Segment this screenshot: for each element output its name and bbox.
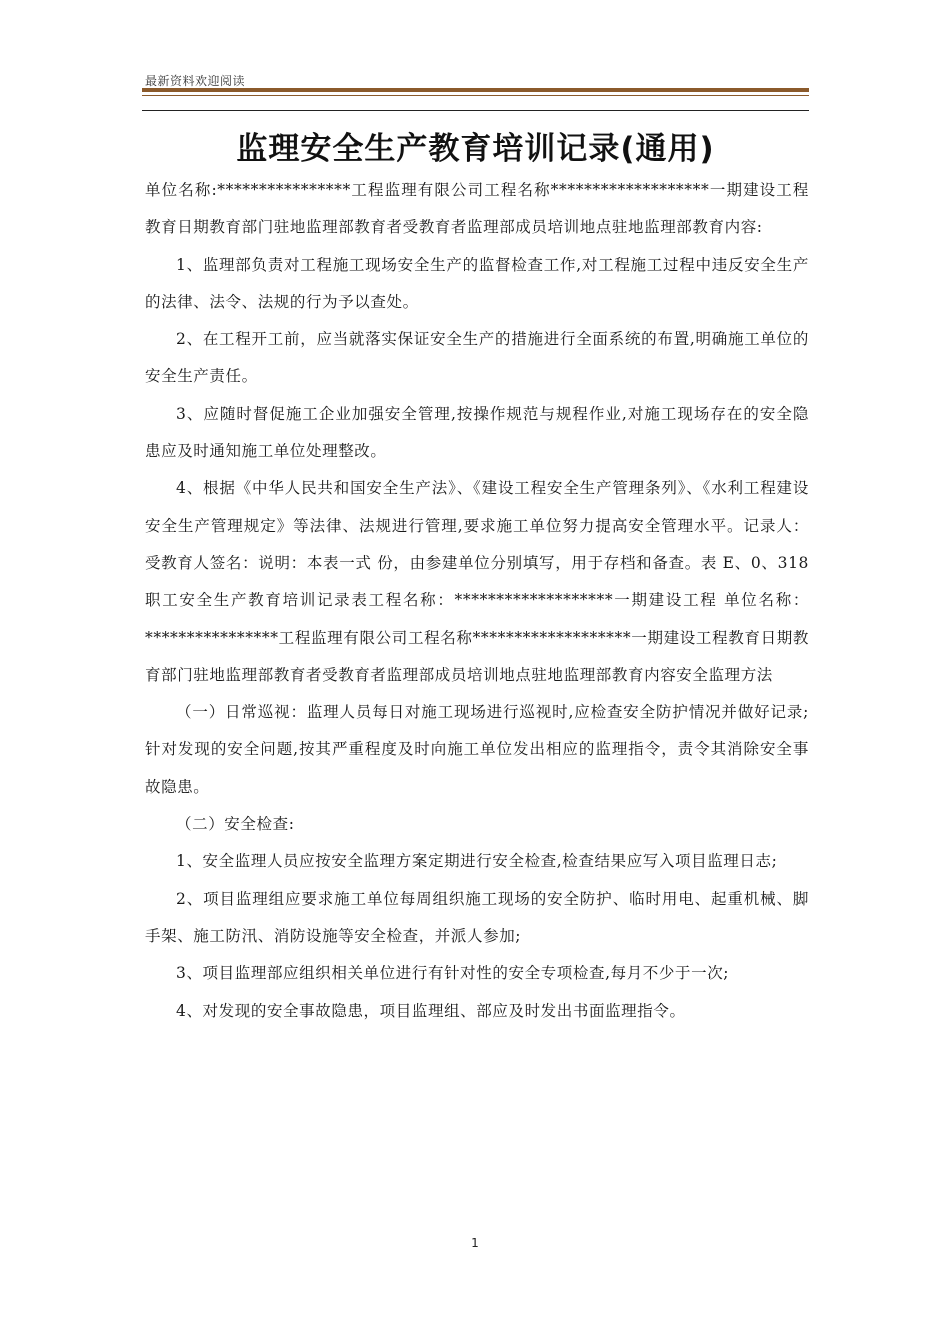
paragraph-inspection-1: 1、安全监理人员应按安全监理方案定期进行安全检查,检查结果应写入项目监理日志; bbox=[176, 852, 778, 871]
paragraph-item-1: 1、监理部负责对工程施工现场安全生产的监督检查工作,对工程施工过程中违反安全生产的法律、法令、法规的行为予以查处。 bbox=[145, 255, 809, 311]
paragraph-item-3: 3、应随时督促施工企业加强安全管理,按操作规范与规程作业,对施工现场存在的安全隐患应及时通知施工单位处理整改。 bbox=[145, 404, 809, 461]
paragraph-inspection-3: 3、项目监理部应组织相关单位进行有针对性的安全专项检查,每月不少于一次; bbox=[176, 964, 730, 983]
paragraph-inspection-4: 4、对发现的安全事故隐患，项目监理组、部应及时发出书面监理指令。 bbox=[176, 1001, 686, 1020]
document-body bbox=[145, 172, 809, 1030]
document-title: 监理安全生产教育培训记录(通用) bbox=[236, 130, 715, 167]
page-number: 1 bbox=[471, 1236, 479, 1250]
header-rule bbox=[142, 88, 809, 92]
paragraph-item-2: 2、在工程开工前，应当就落实保证安全生产的措施进行全面系统的布置,明确施工单位的安全生产责任。 bbox=[145, 330, 809, 386]
title-rule bbox=[142, 110, 809, 111]
paragraph-item-4: 4、根据《中华人民共和国安全生产法》、《建设工程安全生产管理条列》、《水利工程建设安全生产管理规定》等法律、法规进行管理,要求施工单位努力提高安全管理水平。记录人：受教育人签名：说明：本表一式 份，由参建单位分别填写，用于存档和备查。表 E、0、318 职工安全生产教育培训记录表工程名称：*******************一期建设工程 单位名称：****************工程监理有限公司工程名称*******************一期建设工程教育日期教育部门驻地监理部教育者受教育者监理部成员培训地点驻地监理部教育内容安全监理方法 bbox=[145, 479, 809, 684]
header-note: 最新资料欢迎阅读 bbox=[145, 74, 246, 88]
paragraph-inspection-2: 2、项目监理组应要求施工单位每周组织施工现场的安全防护、临时用电、起重机械、脚手架、施工防汛、消防设施等安全检查，并派人参加; bbox=[145, 889, 809, 945]
paragraph-intro: 单位名称:****************工程监理有限公司工程名称*******************一期建设工程教育日期教育部门驻地监理部教育者受教育者监理部成员培训地点驻地监理部教育内容: bbox=[145, 181, 809, 237]
paragraph-safety-inspection: （二）安全检查: bbox=[176, 815, 295, 834]
paragraph-daily-patrol: （一）日常巡视：监理人员每日对施工现场进行巡视时,应检查安全防护情况并做好记录;针对发现的安全问题,按其严重程度及时向施工单位发出相应的监理指令，责令其消除安全事故隐患。 bbox=[145, 703, 809, 796]
header-rule-thin bbox=[142, 95, 809, 96]
